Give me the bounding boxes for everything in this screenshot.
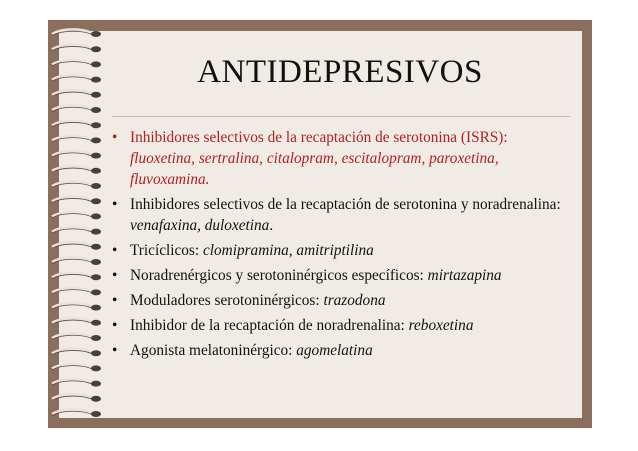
spiral-binding-icon bbox=[48, 20, 118, 428]
item-drugs: reboxetina bbox=[408, 317, 474, 334]
list-item bbox=[112, 265, 572, 286]
list-item bbox=[112, 194, 572, 236]
item-drugs: mirtazapina bbox=[427, 267, 502, 284]
title-divider bbox=[112, 116, 570, 117]
bullet-icon: • bbox=[112, 267, 118, 284]
item-drugs: venafaxina, duloxetina bbox=[130, 217, 270, 234]
bullet-icon: • bbox=[112, 129, 118, 146]
spiral-ring bbox=[52, 273, 101, 281]
item-drugs: fluoxetina, sertralina, citalopram, escitalopram, paroxetina, fluvoxamina. bbox=[130, 150, 499, 188]
spiral-ring bbox=[52, 60, 101, 68]
bullet-icon: • bbox=[112, 196, 118, 213]
spiral-ring bbox=[52, 105, 101, 113]
spiral-ring bbox=[52, 181, 101, 189]
spiral-ring bbox=[52, 151, 101, 159]
spiral-ring bbox=[52, 121, 101, 129]
spiral-ring bbox=[52, 90, 101, 98]
spiral-ring bbox=[52, 212, 101, 220]
slide-title: ANTIDEPRESIVOS bbox=[197, 54, 483, 90]
spiral-ring bbox=[52, 166, 101, 174]
spiral-ring bbox=[52, 364, 101, 372]
spiral-ring bbox=[52, 257, 101, 265]
spiral-ring bbox=[52, 379, 101, 387]
item-text: Inhibidor de la recaptación de noradrenalina: bbox=[130, 317, 409, 334]
spiral-ring bbox=[52, 409, 101, 417]
spiral-ring bbox=[52, 45, 101, 53]
spiral-ring bbox=[52, 29, 101, 37]
list-item bbox=[112, 315, 572, 336]
spiral-ring bbox=[52, 75, 101, 83]
item-text: Tricíclicos: bbox=[130, 242, 203, 259]
list-item bbox=[112, 240, 572, 261]
spiral-ring bbox=[52, 242, 101, 250]
item-drugs: agomelatina bbox=[296, 342, 373, 359]
list-item bbox=[112, 127, 572, 190]
spiral-ring bbox=[52, 227, 101, 235]
bullet-icon: • bbox=[112, 242, 118, 259]
bullet-list bbox=[112, 127, 572, 365]
spiral-ring bbox=[52, 288, 101, 296]
item-text: Agonista melatoninérgico: bbox=[130, 342, 297, 359]
spiral-ring bbox=[52, 303, 101, 311]
item-text: Noradrenérgicos y serotoninérgicos específicos: bbox=[130, 267, 428, 284]
spiral-ring bbox=[52, 349, 101, 357]
spiral-ring bbox=[52, 136, 101, 144]
item-tail: . bbox=[269, 217, 274, 234]
spiral-ring bbox=[52, 197, 101, 205]
list-item bbox=[112, 340, 572, 361]
spiral-ring bbox=[52, 394, 101, 402]
item-drugs: clomipramina, amitriptilina bbox=[202, 242, 374, 259]
item-drugs: trazodona bbox=[323, 292, 386, 309]
spiral-ring bbox=[52, 318, 101, 326]
item-text: Inhibidores selectivos de la recaptación de serotonina y noradrenalina: bbox=[130, 196, 561, 213]
bullet-icon: • bbox=[112, 317, 118, 334]
bullet-icon: • bbox=[112, 292, 118, 309]
bullet-icon: • bbox=[112, 342, 118, 359]
spiral-ring bbox=[52, 333, 101, 341]
list-item bbox=[112, 290, 572, 311]
item-text: Moduladores serotoninérgicos: bbox=[130, 292, 324, 309]
item-text: Inhibidores selectivos de la recaptación de serotonina (ISRS): bbox=[130, 129, 508, 146]
